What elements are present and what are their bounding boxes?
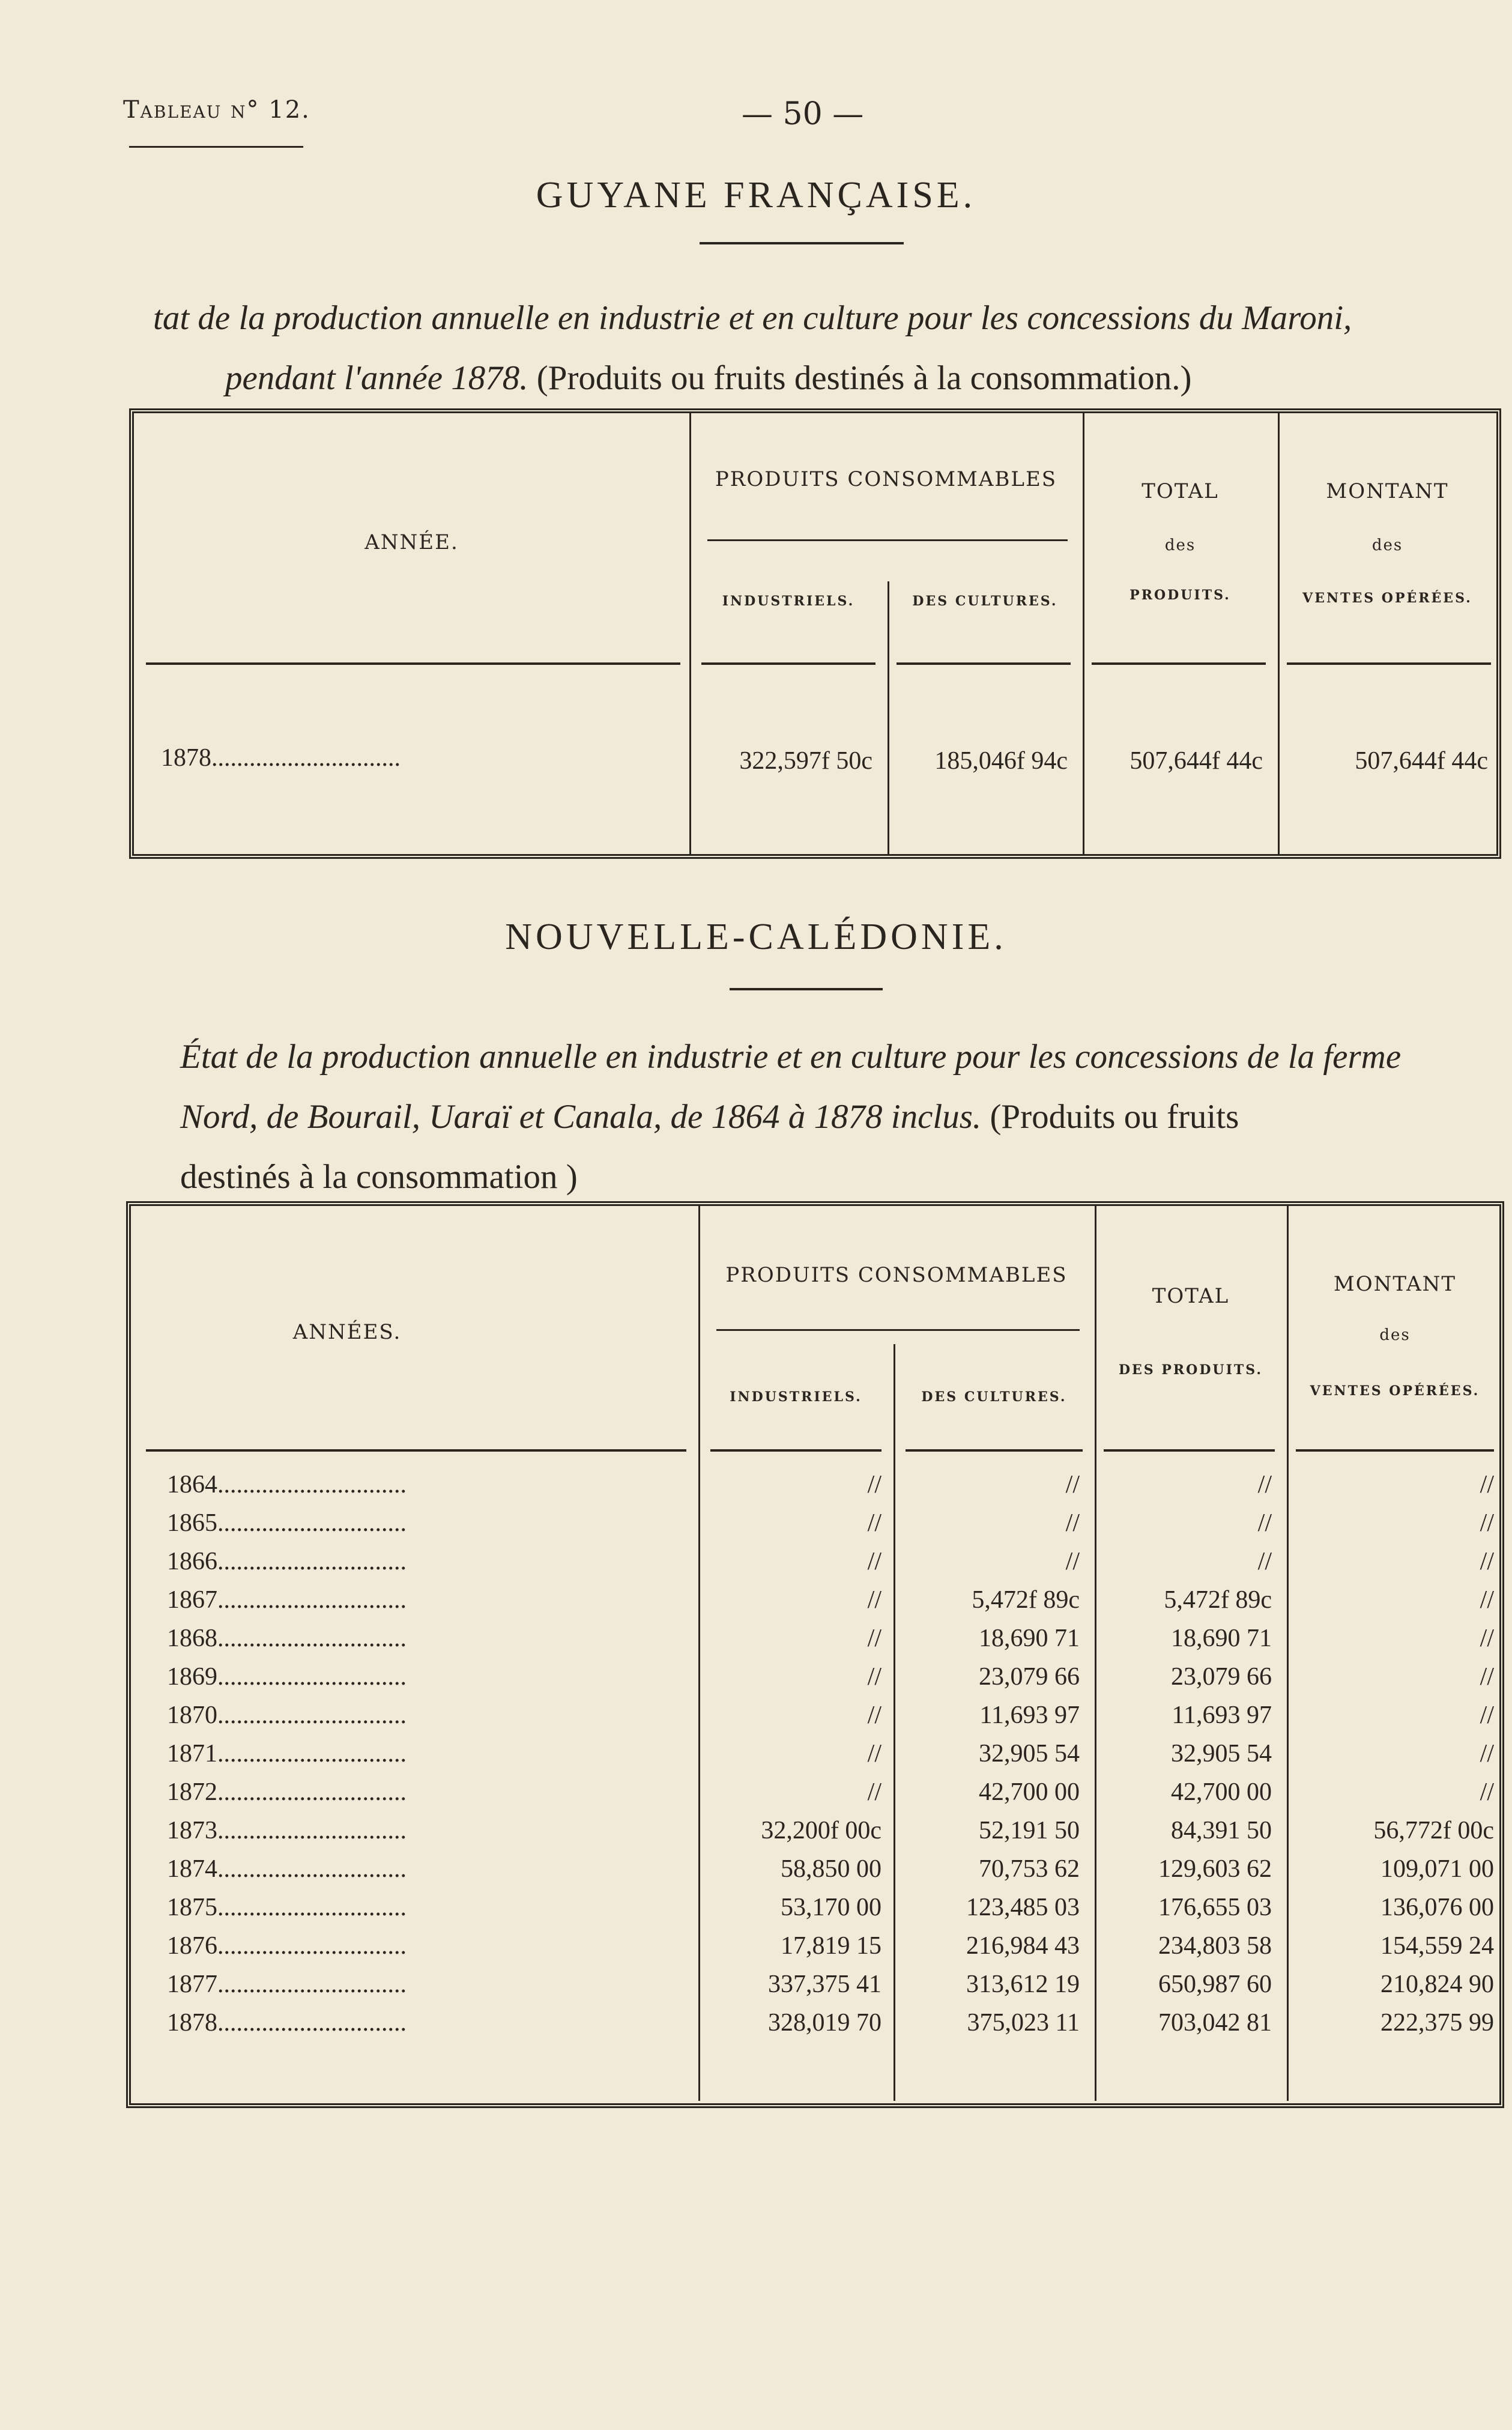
cell-montant: //: [1480, 1663, 1494, 1691]
header-rule: [897, 662, 1071, 665]
header-produits: PRODUITS CONSOMMABLES: [715, 467, 1057, 491]
cell-industriels: //: [867, 1586, 881, 1614]
col-divider: [698, 1206, 700, 2101]
row-year: 1866..............................: [167, 1548, 407, 1575]
cell-total: //: [1257, 1548, 1272, 1575]
cell-montant: //: [1480, 1548, 1494, 1575]
cell-montant: //: [1480, 1586, 1494, 1614]
caption-line: tat de la production annuelle en industrie et en culture pour les concessions du Maroni,: [153, 299, 1352, 337]
header-annee: ANNÉE.: [364, 530, 459, 554]
cell-industriels: 58,850 00: [781, 1855, 881, 1883]
cell-montant: //: [1480, 1625, 1494, 1652]
row-year: 1878..............................: [161, 744, 401, 772]
header-total-sub: DES PRODUITS.: [1118, 1362, 1263, 1378]
cell-industriels: 17,819 15: [781, 1932, 881, 1960]
cell-total: 11,693 97: [1172, 1701, 1272, 1729]
caption-caledonie: [180, 1027, 1510, 1207]
cell-cultures: 216,984 43: [966, 1932, 1080, 1960]
row-year: 1873..............................: [167, 1817, 407, 1844]
caption-line: [153, 348, 1510, 408]
caption-plain: (Produits ou fruits: [981, 1098, 1239, 1136]
row-year: 1869..............................: [167, 1663, 407, 1691]
header-total: TOTAL: [1142, 479, 1219, 503]
header-industriels: INDUSTRIELS.: [730, 1389, 862, 1405]
cell-total: 703,042 81: [1158, 2009, 1272, 2037]
caption-italic: Nord, de Bourail, Uaraï et Canala, de 1864 à 1878 inclus.: [180, 1098, 982, 1136]
cell-montant: 136,076 00: [1380, 1894, 1494, 1921]
cell-total: 32,905 54: [1171, 1740, 1272, 1768]
cell-industriels: //: [867, 1625, 881, 1652]
cell-industriels: //: [867, 1778, 881, 1806]
cell-industriels: 322,597f 50c: [739, 747, 872, 775]
cell-montant: 56,772f 00c: [1373, 1817, 1494, 1844]
header-total-sub: PRODUITS.: [1129, 587, 1231, 603]
row-year: 1875..............................: [167, 1894, 407, 1921]
header-brace: [707, 539, 1068, 541]
header-montant-sub: VENTES OPÉRÉES.: [1310, 1383, 1480, 1399]
row-year: 1878..............................: [167, 2009, 407, 2037]
cell-industriels: 328,019 70: [768, 2009, 881, 2037]
tableau-underline: [129, 146, 303, 148]
header-montant-des: des: [1379, 1326, 1411, 1344]
cell-montant: //: [1480, 1509, 1494, 1537]
header-annees: ANNÉES.: [292, 1320, 402, 1344]
cell-montant: 109,071 00: [1380, 1855, 1494, 1883]
cell-total: 18,690 71: [1171, 1625, 1272, 1652]
cell-montant: 210,824 90: [1380, 1971, 1494, 1998]
caption-guyane: [153, 288, 1510, 408]
cell-montant: //: [1480, 1701, 1494, 1729]
header-rule: [710, 1449, 881, 1452]
caption-plain: (Produits ou fruits destinés à la consommation.): [528, 359, 1192, 397]
section-title-guyane: GUYANE FRANÇAISE.: [536, 175, 976, 216]
cell-total: 129,603 62: [1158, 1855, 1272, 1883]
cell-cultures: 32,905 54: [979, 1740, 1080, 1768]
cell-total: //: [1257, 1471, 1272, 1498]
cell-industriels: //: [867, 1548, 881, 1575]
cell-total: 234,803 58: [1158, 1932, 1272, 1960]
cell-industriels: 337,375 41: [768, 1971, 881, 1998]
row-year: 1870..............................: [167, 1701, 407, 1729]
cell-cultures: 52,191 50: [979, 1817, 1080, 1844]
cell-industriels: 32,200f 00c: [761, 1817, 881, 1844]
header-cultures: DES CULTURES.: [921, 1389, 1067, 1405]
cell-cultures: 70,753 62: [979, 1855, 1080, 1883]
cell-industriels: //: [867, 1663, 881, 1691]
col-divider: [1095, 1206, 1096, 2101]
cell-montant: //: [1480, 1778, 1494, 1806]
header-montant-sub: VENTES OPÉRÉES.: [1302, 590, 1472, 606]
header-total: TOTAL: [1152, 1284, 1230, 1308]
cell-total: 176,655 03: [1158, 1894, 1272, 1921]
cell-cultures: 5,472f 89c: [972, 1586, 1080, 1614]
header-industriels: INDUSTRIELS.: [722, 593, 855, 609]
row-year: 1868..............................: [167, 1625, 407, 1652]
cell-total: 42,700 00: [1171, 1778, 1272, 1806]
cell-cultures: 185,046f 94c: [934, 747, 1068, 775]
header-montant: MONTANT: [1326, 479, 1449, 503]
row-year: 1877..............................: [167, 1971, 407, 1998]
cell-cultures: 11,693 97: [979, 1701, 1080, 1729]
title-rule-caledonie: [730, 988, 883, 990]
table-guyane: [129, 408, 1501, 859]
cell-cultures: 42,700 00: [979, 1778, 1080, 1806]
cell-total: //: [1257, 1509, 1272, 1537]
row-year: 1876..............................: [167, 1932, 407, 1960]
cell-industriels: //: [867, 1740, 881, 1768]
header-rule: [906, 1449, 1083, 1452]
cell-total: 84,391 50: [1171, 1817, 1272, 1844]
header-rule: [1296, 1449, 1494, 1452]
header-rule: [146, 662, 680, 665]
header-total-des: des: [1164, 536, 1196, 554]
cell-cultures: 123,485 03: [966, 1894, 1080, 1921]
cell-industriels: //: [867, 1471, 881, 1498]
cell-cultures: //: [1065, 1548, 1080, 1575]
header-produits: PRODUITS CONSOMMABLES: [725, 1263, 1068, 1287]
header-rule: [1104, 1449, 1275, 1452]
row-year: 1871..............................: [167, 1740, 407, 1768]
title-rule-guyane: [700, 242, 904, 244]
header-rule: [146, 1449, 686, 1452]
page-number: — 50 —: [742, 96, 864, 132]
cell-cultures: 18,690 71: [979, 1625, 1080, 1652]
cell-montant: 507,644f 44c: [1355, 747, 1488, 775]
cell-total: 23,079 66: [1171, 1663, 1272, 1691]
header-rule: [1287, 662, 1491, 665]
caption-italic: pendant l'année 1878.: [225, 359, 528, 397]
header-rule: [1092, 662, 1266, 665]
header-montant: MONTANT: [1333, 1272, 1457, 1296]
row-year: 1874..............................: [167, 1855, 407, 1883]
cell-montant: 154,559 24: [1380, 1932, 1494, 1960]
cell-cultures: //: [1065, 1471, 1080, 1498]
cell-total: 650,987 60: [1158, 1971, 1272, 1998]
caption-line: destinés à la consommation ): [180, 1158, 578, 1196]
table-caledonie: [126, 1201, 1504, 2108]
col-divider: [888, 581, 889, 855]
cell-montant: //: [1480, 1740, 1494, 1768]
tableau-number: Tableau n° 12.: [123, 96, 310, 124]
row-year: 1865..............................: [167, 1509, 407, 1537]
cell-montant: //: [1480, 1471, 1494, 1498]
header-cultures: DES CULTURES.: [912, 593, 1058, 609]
cell-montant: 222,375 99: [1380, 2009, 1494, 2037]
cell-industriels: 53,170 00: [781, 1894, 881, 1921]
cell-cultures: 313,612 19: [966, 1971, 1080, 1998]
cell-cultures: 23,079 66: [979, 1663, 1080, 1691]
header-brace: [716, 1329, 1080, 1331]
cell-cultures: 375,023 11: [967, 2009, 1080, 2037]
header-montant-des: des: [1371, 536, 1403, 554]
header-rule: [701, 662, 875, 665]
section-title-caledonie: NOUVELLE-CALÉDONIE.: [505, 917, 1007, 957]
cell-total: 507,644f 44c: [1129, 747, 1263, 775]
cell-industriels: //: [867, 1701, 881, 1729]
caption-line: État de la production annuelle en industrie et en culture pour les concessions de la ferme: [180, 1038, 1402, 1076]
row-year: 1864..............................: [167, 1471, 407, 1498]
cell-cultures: //: [1065, 1509, 1080, 1537]
row-year: 1872..............................: [167, 1778, 407, 1806]
row-year: 1867..............................: [167, 1586, 407, 1614]
cell-industriels: //: [867, 1509, 881, 1537]
cell-total: 5,472f 89c: [1164, 1586, 1272, 1614]
